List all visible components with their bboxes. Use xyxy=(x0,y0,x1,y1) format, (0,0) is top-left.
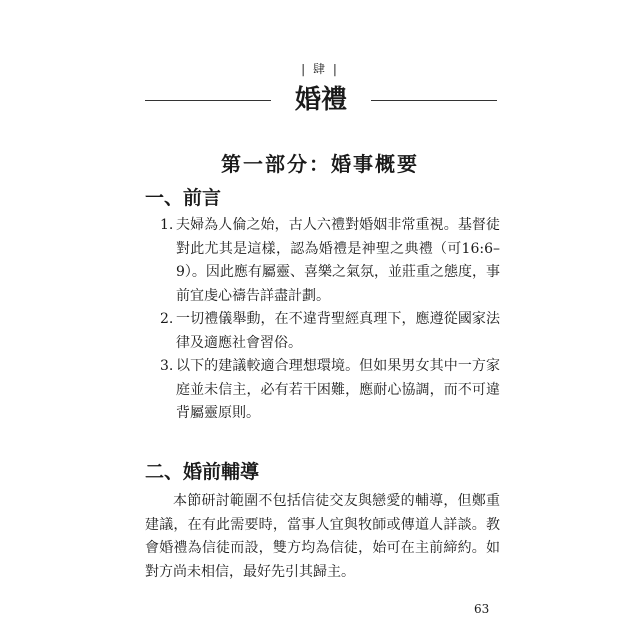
list-item-text: 一切禮儀舉動，在不違背聖經真理下，應遵從國家法律及適應社會習俗。 xyxy=(176,311,500,351)
list-item-text: 以下的建議較適合理想環境。但如果男女其中一方家庭並未信主，必有若干困難，應耐心協調，而不可違背屬靈原則。 xyxy=(176,358,500,421)
page-number: 63 xyxy=(474,602,490,616)
list-item xyxy=(160,355,500,426)
list-item-number: 1. xyxy=(160,217,174,233)
list-item xyxy=(160,308,500,355)
right-rule xyxy=(371,100,497,101)
section-heading-counseling: 二、婚前輔導 xyxy=(145,461,260,483)
counseling-paragraph: 本節研討範圍不包括信徒交友與戀愛的輔導，但鄭重建議，在有此需要時，當事人宜與牧師或傳道人詳談。教會婚禮為信徒而設，雙方均為信徒，始可在主前締約。如對方尚未相信，最好先引其歸主。 xyxy=(145,493,500,580)
chapter-header xyxy=(145,84,497,118)
part-title: 第一部分：婚事概要 xyxy=(221,152,419,176)
list-item-text: 夫婦為人倫之始，古人六禮對婚姻非常重視。基督徒對此尤其是這樣，認為婚禮是神聖之典禮（可16:6–9）。因此應有屬靈、喜樂之氣氛，並莊重之態度，事前宜虔心禱告詳盡計劃。 xyxy=(176,217,500,304)
list-item-number: 2. xyxy=(160,311,174,327)
list-item xyxy=(160,214,500,308)
section-heading-preface: 一、前言 xyxy=(145,187,222,209)
preface-list xyxy=(160,214,500,426)
chapter-number: | 肆 | xyxy=(301,62,339,76)
chapter-title: 婚禮 xyxy=(294,85,347,115)
list-item-number: 3. xyxy=(160,358,174,374)
